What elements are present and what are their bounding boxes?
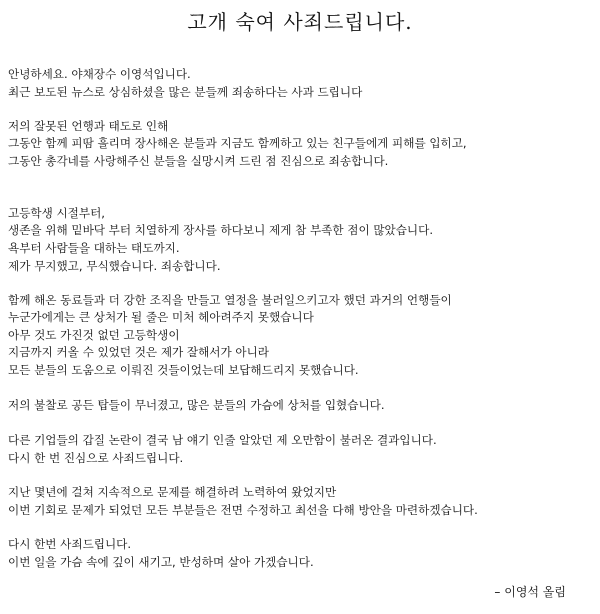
letter-line: 그동안 총각네를 사랑해주신 분들을 실망시켜 드린 점 진심으로 죄송합니다. [8, 154, 389, 168]
letter-line: 누군가에게는 큰 상처가 될 줄은 미처 헤아려주지 못했습니다 [8, 310, 314, 324]
signature: – 이영석 올림 [494, 585, 566, 599]
letter-line: 이번 일을 가슴 속에 깊이 새기고, 반성하며 살아 가겠습니다. [8, 555, 314, 569]
letter-line: 그동안 함께 피땀 흘리며 장사해온 분들과 지금도 함께하고 있는 친구들에게 피해를 입히고, [8, 136, 467, 150]
letter-line: 저의 잘못된 언행과 태도로 인해 [8, 119, 169, 133]
letter-line: 다시 한 번 진심으로 사죄드립니다. [8, 451, 184, 465]
letter-line: 지금까지 커올 수 있었던 것은 제가 잘해서가 아니라 [8, 345, 269, 359]
letter-line: 아무 것도 가진것 없던 고등학생이 [8, 328, 180, 342]
letter-line: 저의 불찰로 공든 탑들이 무너졌고, 많은 분들의 가슴에 상처를 입혔습니다. [8, 398, 385, 412]
letter-line: 함께 해온 동료들과 더 강한 조직을 만들고 열정을 불러일으키고자 했던 과거의 언행들이 [8, 293, 452, 307]
letter-line: 지난 몇년에 걸쳐 지속적으로 문제를 해결하려 노력하여 왔었지만 [8, 485, 337, 499]
letter-line: 다른 기업들의 갑질 논란이 결국 남 얘기 인줄 알았던 제 오만함이 불러온 결과입니다. [8, 433, 437, 447]
letter-line: 고등학생 시절부터, [8, 206, 105, 220]
letter-line: 모든 분들의 도움으로 이뤄진 것들이었는데 보답해드리지 못했습니다. [8, 363, 359, 377]
letter-line: 이번 기회로 문제가 되었던 모든 부분들은 전면 수정하고 최선을 다해 방안을 마련하겠습니다. [8, 503, 478, 517]
letter-title: 고개 숙여 사죄드립니다. [187, 10, 413, 34]
letter-line: 욕부터 사람들을 대하는 태도까지. [8, 241, 180, 255]
letter-line: 제가 무지했고, 무식했습니다. 죄송합니다. [8, 259, 221, 273]
letter-line: 안녕하세요. 야채장수 이영석입니다. [8, 67, 191, 81]
letter-line: 생존을 위해 밑바닥 부터 치열하게 장사를 하다보니 제게 참 부족한 점이 많았습니다. [8, 223, 434, 237]
letter-line: 다시 한번 사죄드립니다. [8, 537, 132, 551]
letter-line: 최근 보도된 뉴스로 상심하셨을 많은 분들께 죄송하다는 사과 드립니다 [8, 85, 363, 99]
